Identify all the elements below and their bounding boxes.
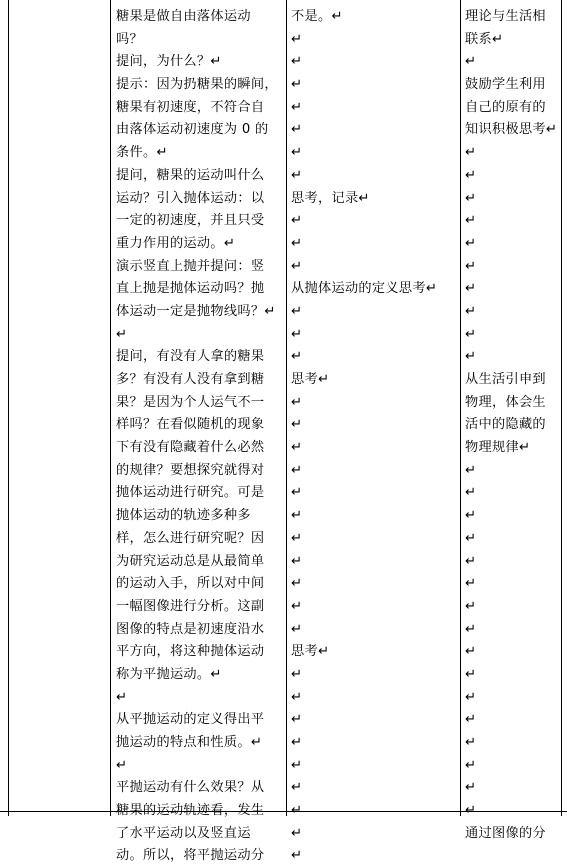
intent-text-line: ↵	[465, 666, 477, 682]
intent-text-line: ↵	[465, 213, 477, 229]
intent-text-line: 物理，体会生	[465, 394, 546, 410]
student-text-line: 思考，记录↵	[291, 190, 370, 206]
intent-text-line: ↵	[465, 462, 477, 478]
student-text-line: ↵	[291, 440, 303, 456]
column-divider-2	[286, 0, 287, 816]
student-text-line: ↵	[291, 508, 303, 524]
student-text-line: ↵	[291, 757, 303, 773]
student-text-line: ↵	[291, 258, 303, 274]
intent-text-line: ↵	[465, 735, 477, 750]
intent-text-line: 鼓励学生利用	[465, 77, 546, 93]
column-divider-1	[110, 0, 111, 816]
intent-text-line: ↵	[465, 145, 477, 161]
student-text-line: ↵	[291, 235, 303, 251]
student-text-line: ↵	[291, 417, 303, 433]
student-text-line: ↵	[291, 712, 303, 728]
student-text-line: ↵	[291, 349, 303, 365]
intent-text-line: 活中的隐藏的	[465, 417, 546, 433]
teacher-text-line: 吗？	[116, 31, 143, 47]
intent-text-line: ↵	[465, 621, 477, 637]
intent-text-line: 自己的原有的	[465, 99, 546, 115]
teacher-text-line: 抛运动的特点和性质。↵	[116, 735, 263, 750]
student-text-line: ↵	[291, 825, 303, 841]
teacher-text-line: ↵	[116, 689, 128, 705]
student-text-line: ↵	[291, 462, 303, 478]
intent-text-line: ↵	[465, 598, 477, 614]
teacher-text-line: 下有没有隐藏着什么必然	[116, 440, 265, 456]
student-text-line: ↵	[291, 99, 303, 115]
intent-text-line: ↵	[465, 712, 477, 728]
intent-text-line: ↵	[465, 258, 477, 274]
teacher-text-line: 糖果有初速度，不符合自	[116, 99, 265, 115]
teacher-text-line: 了水平运动以及竖直运	[116, 825, 251, 841]
student-text-line: ↵	[291, 530, 303, 546]
teacher-text-line: 果？是因为个人运气不一	[116, 394, 265, 410]
column-divider-3	[460, 0, 461, 816]
teacher-text-line: 平方向，将这种抛体运动	[116, 644, 265, 660]
table-border-right	[561, 0, 562, 816]
intent-text-line: ↵	[465, 485, 477, 501]
student-text-line: ↵	[291, 54, 303, 70]
student-text-line: ↵	[291, 77, 303, 93]
teacher-text-line: 体运动一定是抛物线吗？↵	[116, 303, 276, 319]
teacher-text-line: 演示竖直上抛并提问：竖	[116, 258, 265, 274]
student-activity-column	[291, 6, 457, 868]
teacher-activity-column	[116, 6, 284, 868]
teacher-text-line: 样吗？在看似随机的现象	[116, 417, 265, 433]
teacher-text-line: 提问，糖果的运动叫什么	[116, 167, 265, 183]
intent-text-line: 理论与生活相	[465, 9, 546, 24]
student-text-line: ↵	[291, 780, 303, 796]
teacher-text-line: 一幅图像进行分析。这副	[116, 598, 265, 614]
student-text-line: ↵	[291, 735, 303, 750]
student-text-line: ↵	[291, 621, 303, 637]
intent-text-line: ↵	[465, 553, 477, 569]
teacher-text-line: 抛体运动的轨迹多种多	[116, 508, 251, 524]
student-text-line: ↵	[291, 394, 303, 410]
intent-text-line: ↵	[465, 780, 477, 796]
teacher-text-line: 条件。↵	[116, 145, 168, 161]
student-text-line: ↵	[291, 485, 303, 501]
teacher-text-line: 糖果是做自由落体运动	[116, 9, 251, 24]
intent-text-line: ↵	[465, 281, 477, 297]
intent-text-line: ↵	[465, 576, 477, 592]
student-text-line: ↵	[291, 598, 303, 614]
student-text-line: ↵	[291, 303, 303, 319]
teacher-text-line: ↵	[116, 757, 128, 773]
intent-text-line: ↵	[465, 803, 477, 819]
intent-text-line: ↵	[465, 326, 477, 342]
intent-text-line: ↵	[465, 508, 477, 524]
teacher-text-line: 直上抛是抛体运动吗？抛	[116, 281, 265, 297]
design-intent-column	[465, 6, 560, 845]
teacher-text-line: 一定的初速度，并且只受	[116, 213, 265, 229]
teacher-text-line: 糖果的运动轨迹看，发生	[116, 803, 265, 819]
teacher-text-line: 提问，为什么？↵	[116, 54, 222, 70]
intent-text-line: ↵	[465, 757, 477, 773]
student-text-line: 思考↵	[291, 644, 330, 660]
intent-text-line: ↵	[465, 190, 477, 206]
teacher-text-line: 图像的特点是初速度沿水	[116, 621, 265, 637]
intent-text-line: 通过图像的分	[465, 825, 546, 841]
teacher-text-line: 提问，有没有人拿的糖果	[116, 349, 265, 365]
student-text-line: ↵	[291, 326, 303, 342]
teacher-text-line: 样，怎么进行研究呢？因	[116, 530, 265, 546]
intent-text-line: ↵	[465, 167, 477, 183]
intent-text-line: 从生活引申到	[465, 372, 546, 387]
intent-text-line: ↵	[465, 303, 477, 319]
intent-text-line: 联系↵	[465, 31, 504, 47]
teacher-text-line: 称为平抛运动。↵	[116, 666, 222, 682]
student-text-line: ↵	[291, 213, 303, 229]
teacher-text-line: 的规律？要想探究就得对	[116, 462, 265, 478]
intent-text-line: 知识积极思考↵	[465, 122, 558, 138]
intent-text-line: ↵	[465, 235, 477, 251]
student-text-line: ↵	[291, 689, 303, 705]
teacher-text-line: 由落体运动初速度为 0 的	[116, 122, 269, 138]
intent-text-line: 物理规律↵	[465, 440, 531, 456]
teacher-text-line: 的运动入手，所以对中间	[116, 576, 265, 592]
teacher-text-line: 抛体运动进行研究。可是	[116, 485, 265, 501]
student-text-line: ↵	[291, 167, 303, 183]
teacher-text-line: 重力作用的运动。↵	[116, 235, 236, 251]
teacher-text-line: ↵	[116, 326, 128, 342]
student-text-line: ↵	[291, 145, 303, 161]
teacher-text-line: 从平抛运动的定义得出平	[116, 712, 265, 728]
teacher-text-line: 动。所以，将平抛运动分	[116, 848, 265, 864]
student-text-line: 从抛体运动的定义思考↵	[291, 281, 438, 297]
intent-text-line: ↵	[465, 644, 477, 660]
intent-text-line: ↵	[465, 689, 477, 705]
student-text-line: ↵	[291, 666, 303, 682]
intent-text-line: ↵	[465, 54, 477, 70]
student-text-line: ↵	[291, 848, 303, 864]
student-text-line: ↵	[291, 122, 303, 138]
intent-text-line: ↵	[465, 349, 477, 365]
intent-text-line: ↵	[465, 530, 477, 546]
teacher-text-line: 运动？引入抛体运动：以	[116, 190, 265, 206]
student-text-line: 思考↵	[291, 372, 330, 387]
table-border-left	[8, 0, 9, 816]
student-text-line: ↵	[291, 31, 303, 47]
student-text-line: 不是。↵	[291, 9, 343, 24]
student-text-line: ↵	[291, 553, 303, 569]
student-text-line: ↵	[291, 576, 303, 592]
teacher-text-line: 平抛运动有什么效果？从	[116, 780, 265, 796]
teacher-text-line: 多？有没有人没有拿到糖	[116, 372, 265, 387]
student-text-line: ↵	[291, 803, 303, 819]
teacher-text-line: 提示：因为扔糖果的瞬间，	[116, 77, 278, 93]
teacher-text-line: 为研究运动总是从最简单	[116, 553, 265, 569]
